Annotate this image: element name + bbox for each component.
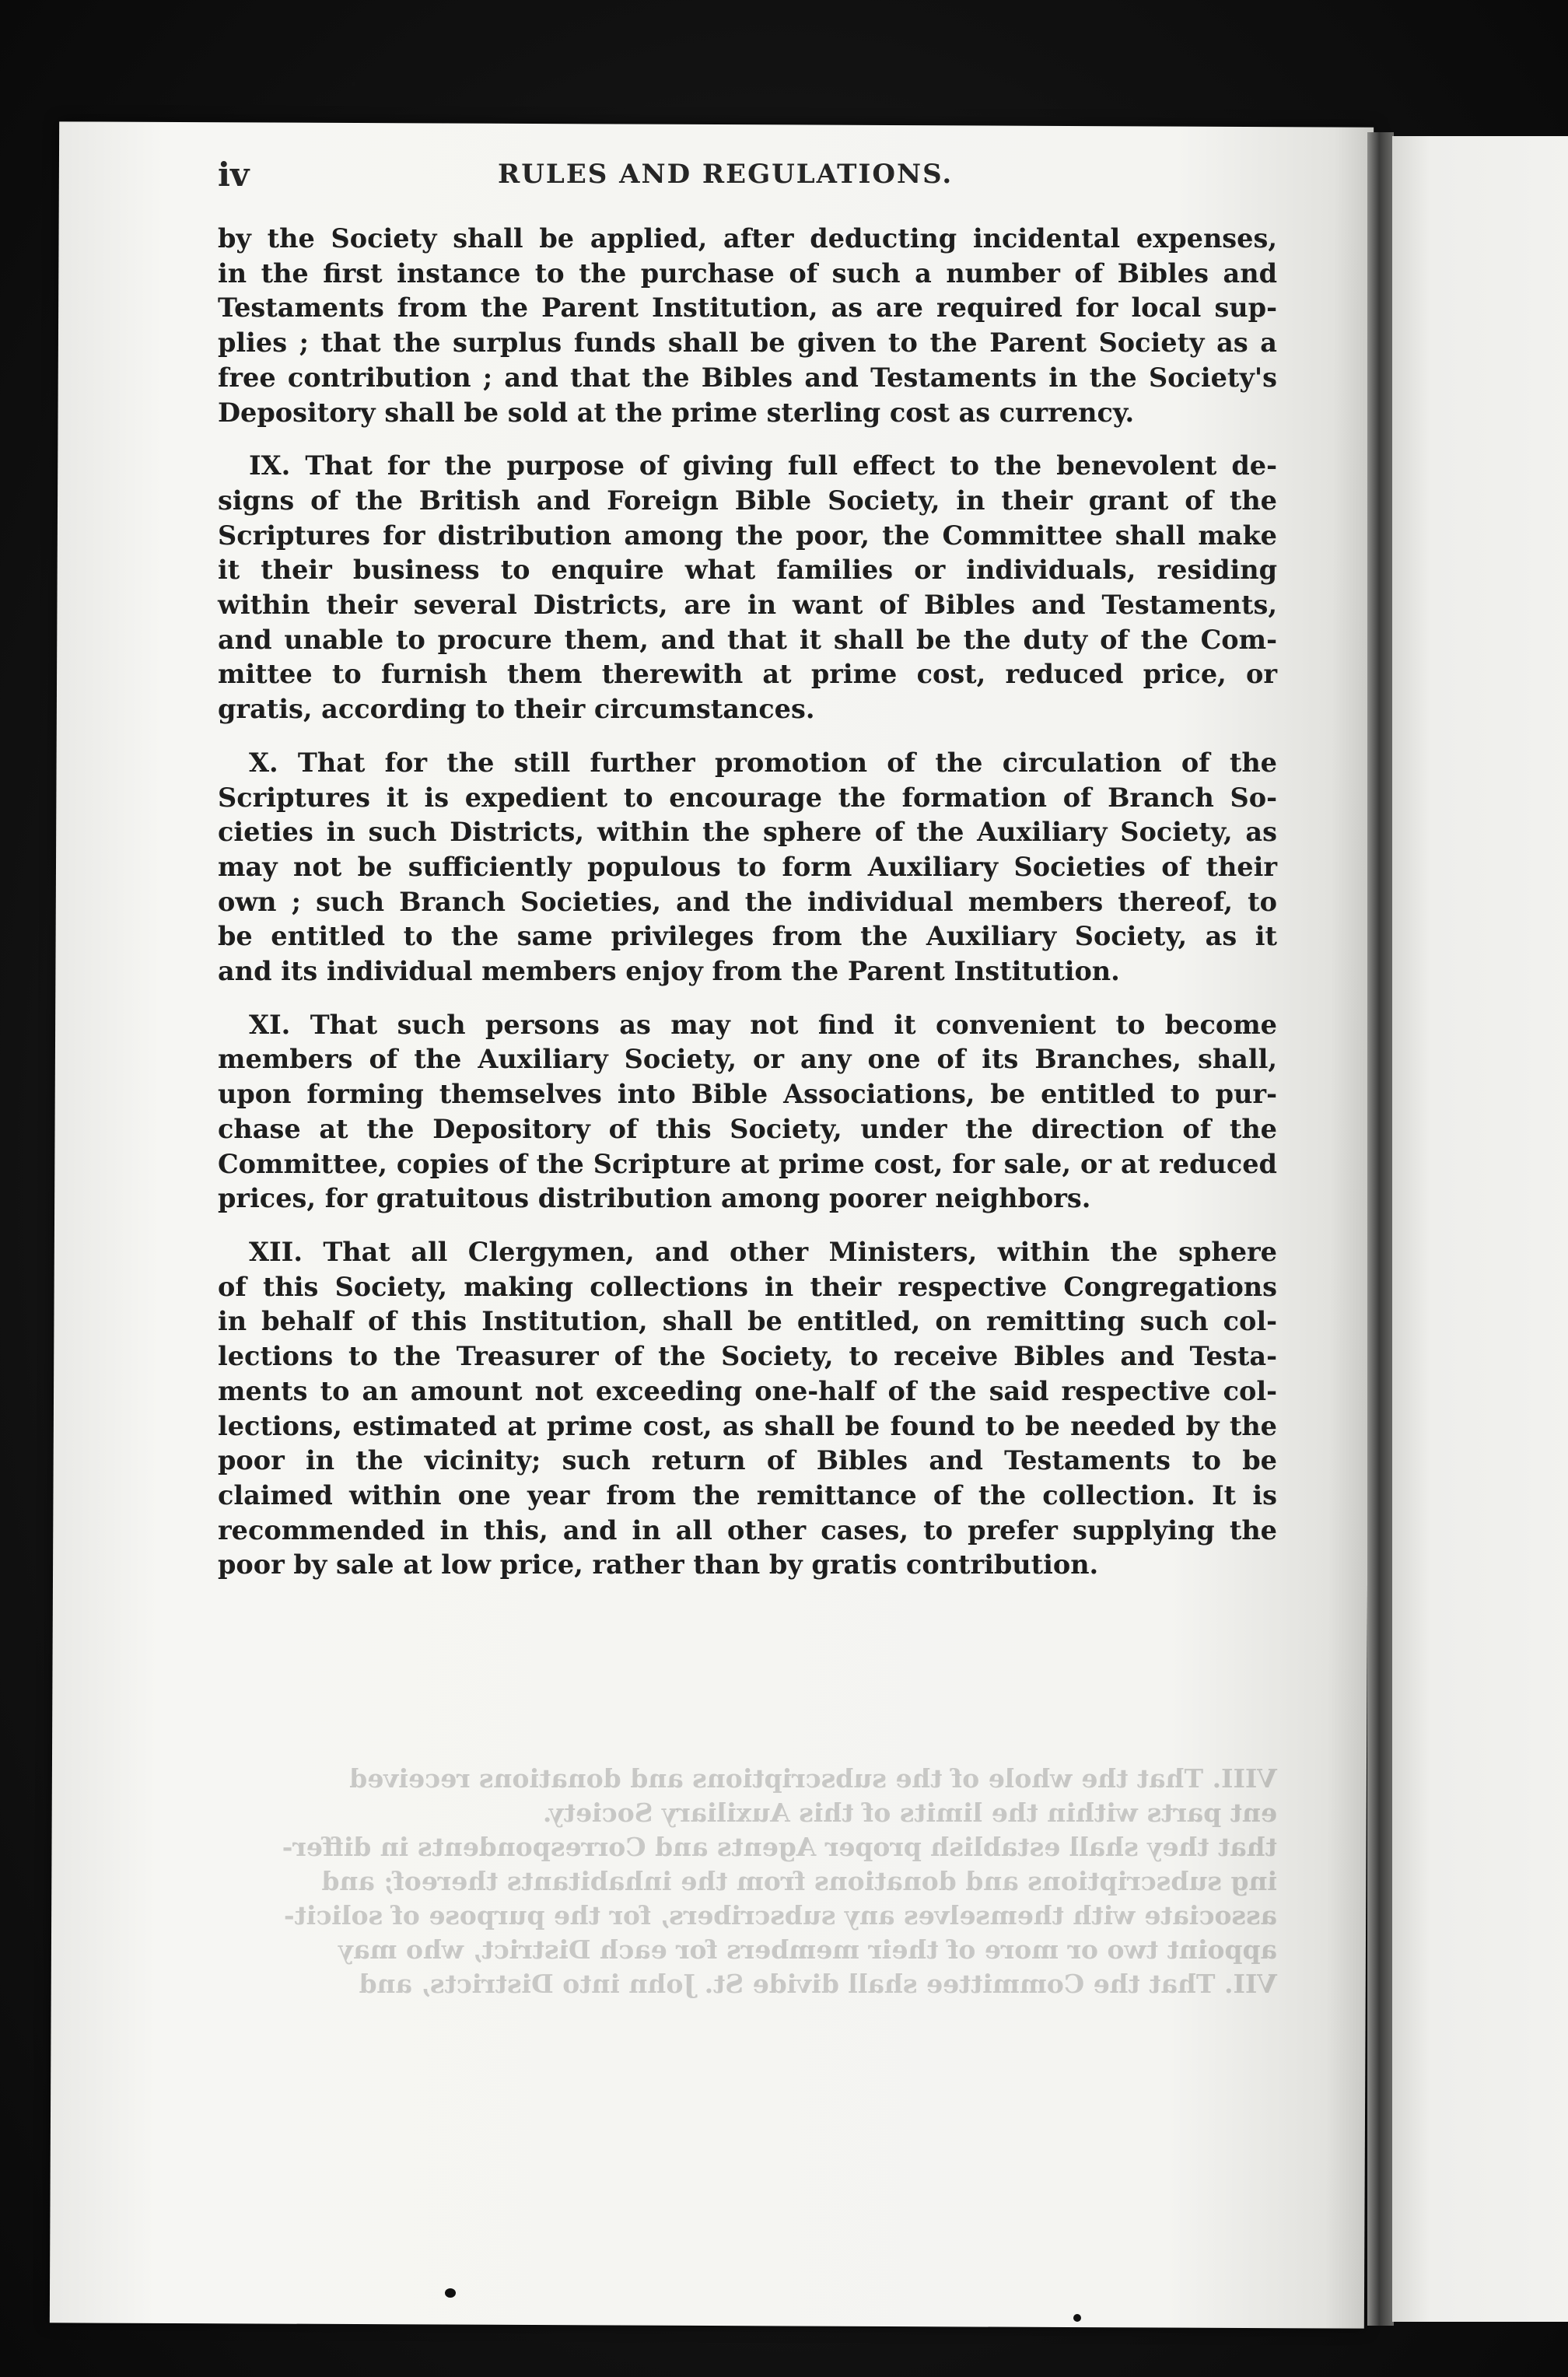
bleed-through-line: that they shall establish proper Agents and Correspondents in differ- <box>282 1832 1277 1862</box>
text-line: claimed within one year from the remittance of the collection. It is <box>218 1479 1277 1511</box>
bleed-through-line: appoint two or more of their members for each District, who may <box>338 1934 1277 1965</box>
text-line: by the Society shall be applied, after deducting incidental expenses, <box>218 223 1277 254</box>
text-line: ments to an amount not exceeding one-half of the said respective col- <box>218 1375 1277 1406</box>
bleed-through-line: associate with themselves any subscribers, for the purpose of solicit- <box>283 1900 1277 1931</box>
paragraph-ix <box>218 449 1277 727</box>
text-line: lections to the Treasurer of the Society, to receive Bibles and Testa- <box>218 1341 1277 1372</box>
text-line: own ; such Branch Societies, and the individual members thereof, to <box>218 886 1277 917</box>
text-line: Testaments from the Parent Institution, as are required for local sup- <box>218 292 1277 324</box>
text-line: and unable to procure them, and that it shall be the duty of the Com- <box>218 624 1277 655</box>
bleed-through-line: ent parts within the limits of this Auxiliary Society. <box>542 1798 1277 1828</box>
dust-speck <box>352 82 356 86</box>
text-line: Committee, copies of the Scripture at prime cost, for sale, or at reduced <box>218 1148 1277 1179</box>
paragraph-viii-cont <box>218 222 1277 430</box>
text-line: may not be sufficiently populous to form Auxiliary Societies of their <box>218 851 1277 882</box>
bleed-through-line: VIII. That the whole of the subscriptions and donations received <box>349 1763 1277 1794</box>
text-line: plies ; that the surplus funds shall be given to the Parent Society as a <box>218 327 1277 359</box>
text-line: in the first instance to the purchase of such a number of Bibles and <box>218 257 1277 289</box>
text-line: it their business to enquire what families or individuals, residing <box>218 555 1277 586</box>
right-page <box>1392 136 1568 2322</box>
text-line: and its individual members enjoy from the Parent Institution. <box>218 956 1120 987</box>
paragraph-xi <box>218 1008 1277 1217</box>
text-line: cieties in such Districts, within the sphere of the Auxiliary Society, as <box>218 817 1277 848</box>
text-line: XII. That all Clergymen, and other Ministers, within the sphere <box>249 1236 1277 1267</box>
page-number: iv <box>218 156 250 194</box>
text-line: gratis, according to their circumstances. <box>218 694 815 725</box>
text-line: upon forming themselves into Bible Associations, be entitled to pur- <box>218 1079 1277 1110</box>
text-line: poor in the vicinity; such return of Bibles and Testaments to be <box>218 1445 1277 1476</box>
text-line: chase at the Depository of this Society, under the direction of the <box>218 1113 1277 1144</box>
text-line: members of the Auxiliary Society, or any one of its Branches, shall, <box>218 1044 1277 1075</box>
text-line: Scriptures it is expedient to encourage the formation of Branch So- <box>218 782 1277 813</box>
text-line: signs of the British and Foreign Bible Society, in their grant of the <box>218 485 1277 516</box>
text-line: in behalf of this Institution, shall be entitled, on remitting such col- <box>218 1306 1277 1337</box>
text-line: lections, estimated at prime cost, as shall be found to be needed by the <box>218 1410 1277 1441</box>
text-line: recommended in this, and in all other cases, to prefer supplying the <box>218 1514 1277 1546</box>
text-line: IX. That for the purpose of giving full effect to the benevolent de- <box>249 450 1277 481</box>
bleed-through-line: VII. That the Committee shall divide St. John into Districts, and <box>359 1969 1277 1999</box>
text-line: Depository shall be sold at the prime sterling cost as currency. <box>218 397 1135 428</box>
text-line: be entitled to the same privileges from the Auxiliary Society, as it <box>218 921 1277 952</box>
text-line: poor by sale at low price, rather than by gratis contribution. <box>218 1549 1099 1581</box>
text-line: within their several Districts, are in want of Bibles and Testaments, <box>218 590 1277 621</box>
paragraph-xii <box>218 1235 1277 1583</box>
text-line: prices, for gratuitous distribution among poorer neighbors. <box>218 1183 1091 1214</box>
text-line: XI. That such persons as may not find it convenient to become <box>249 1009 1277 1040</box>
bleed-through-line: ing subscriptions and donations from the inhabitants thereof; and <box>321 1866 1277 1896</box>
paragraph-x <box>218 746 1277 989</box>
bleed-through-text <box>218 1762 1277 2001</box>
running-head-title: RULES AND REGULATIONS. <box>498 159 954 190</box>
dust-speck <box>1073 2314 1081 2322</box>
body-text <box>218 222 1277 1583</box>
text-line: Scriptures for distribution among the poor, the Committee shall make <box>218 520 1277 551</box>
text-line: X. That for the still further promotion of the circulation of the <box>249 747 1277 778</box>
text-line: free contribution ; and that the Bibles and Testaments in the Society's <box>218 362 1277 393</box>
book-gutter <box>1367 132 1394 2326</box>
running-head <box>218 156 1291 194</box>
dust-speck <box>445 2288 456 2298</box>
text-line: mittee to furnish them therewith at prime cost, reduced price, or <box>218 659 1277 690</box>
text-line: of this Society, making collections in their respective Congregations <box>218 1271 1277 1302</box>
